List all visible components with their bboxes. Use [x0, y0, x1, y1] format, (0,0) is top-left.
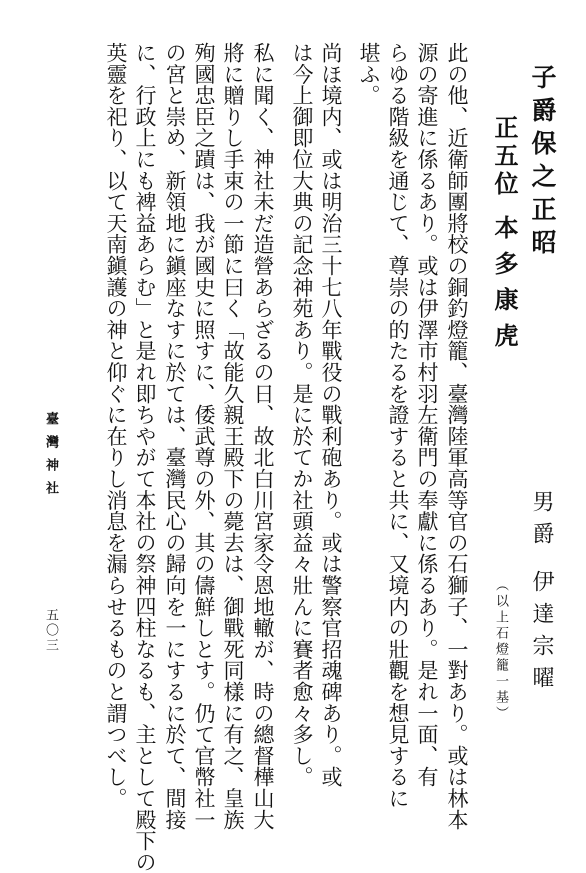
- body-line: 此の他、近衛師團將校の銅釣燈籠、臺灣陸軍高等官の石獅子、一對あり。或は林本: [445, 42, 469, 831]
- body-line: は今上御即位大典の記念神苑あり。是に於てか社頭益々壯んに賽者愈々多し。: [290, 42, 314, 788]
- body-line: 將に贈りし手束の一節に曰く「故能久親王殿下の薨去は、御戰死同樣に有之、皇族: [221, 42, 245, 831]
- body-line: 殉國忠臣之蹟は、我が國史に照すに、倭武尊の外、其の儔鮮しとす。仍て官幣社一: [192, 42, 216, 831]
- body-line: 源の寄進に係るあり。或は伊澤市村羽左衛門の奉獻に係るあり。是れ一面、有: [415, 42, 439, 788]
- honoree-name: 本多康虎: [490, 215, 519, 359]
- body-line: 堪ふ。: [357, 42, 381, 106]
- offering-note: （以上石燈籠一基）: [493, 578, 508, 722]
- author-title: 男爵: [529, 490, 554, 554]
- page-number: 五〇三: [43, 608, 58, 653]
- body-line: の宮と崇め、新領地に鎭座なすに於ては、臺灣民心の歸向を一にするに於て、間接: [163, 42, 187, 831]
- body-line: らゆる階級を通じて、尊崇の的たるを證すると共に、又境内の壯觀を想見するに: [386, 42, 410, 809]
- body-line: 私に聞く、神社未だ造營あらざるの日、故北白川宮家令恩地轍が、時の總督樺山大: [251, 42, 275, 831]
- honoree-rank: 正五位: [490, 115, 519, 199]
- body-line: 英靈を祀り、以て天南鎭護の神と仰ぐに在りし消息を漏らせるものと謂つべし。: [104, 42, 128, 809]
- dedication-title: 子爵保之正昭: [528, 64, 557, 262]
- running-footer-shrine: 臺灣神社: [43, 412, 58, 504]
- author-name: 伊達宗曜: [529, 570, 554, 698]
- body-line: 尚ほ境内、或は明治三十七八年戰役の戰利砲あり。或は警察官招魂碑あり。或: [319, 42, 343, 788]
- body-line: に、行政上にも裨益あらむ」と是れ即ちやがて本社の祭神四柱なるも、主として殿下の: [133, 42, 157, 873]
